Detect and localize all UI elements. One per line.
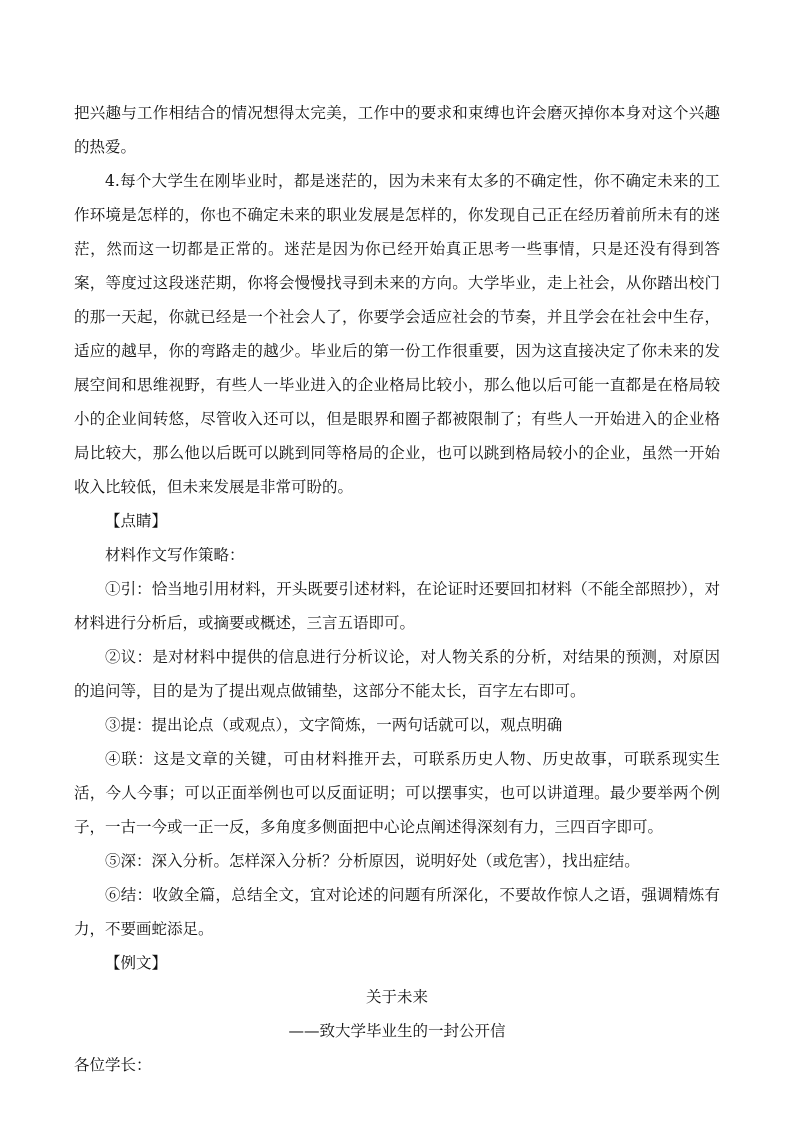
strategy-item-yi: ②议：是对材料中提供的信息进行分析议论，对人物关系的分析，对结果的预测，对原因的追问等，目的是为了提出观点做铺垫，这部分不能太长，百字左右即可。 — [74, 648, 720, 700]
strategy-item-lian: ④联：这是文章的关键，可由材料推开去，可联系历史人物、历史故事，可联系现实生活，今人今事；可以正面举例也可以反面证明；可以摆事实，也可以讲道理。最少要举两个例子，一古一今或一正一反，多角度多侧面把中心论点阐述得深刻有力，三四百字即可。 — [74, 750, 720, 836]
strategy-item-yin: ①引：恰当地引用材料，开头既要引述材料，在论证时还要回扣材料（不能全部照抄），对材料进行分析后，或摘要或概述，三言五语即可。 — [74, 580, 720, 632]
strategy-item-jie: ⑥结：收敛全篇，总结全文，宜对论述的问题有所深化，不要故作惊人之语，强调精炼有力，不要画蛇添足。 — [74, 886, 720, 938]
strategy-item-shen: ⑤深：深入分析。怎样深入分析？分析原因，说明好处（或危害），找出症结。 — [105, 852, 640, 870]
document-page — [74, 96, 720, 1082]
paragraph-point-4: 4.每个大学生在刚毕业时，都是迷茫的，因为未来有太多的不确定性，你不确定未来的工作环境是怎样的，你也不确定未来的职业发展是怎样的，你发现自己正在经历着前所未有的迷茫，然而这一切都是正常的。迷茫是因为你已经开始真正思考一些事情，只是还没有得到答案，等度过这段迷茫期，你将会慢慢找寻到未来的方向。大学毕业，走上社会，从你踏出校门的那一天起，你就已经是一个社会人了，你要学会适应社会的节奏，并且学会在社会中生存，适应的越早，你的弯路走的越少。毕业后的第一份工作很重要，因为这直接决定了你未来的发展空间和思维视野，有些人一毕业进入的企业格局比较小，那么他以后可能一直都是在格局较小的企业间转悠，尽管收入还可以，但是眼界和圈子都被限制了；有些人一开始进入的企业格局比较大，那么他以后既可以跳到同等格局的企业，也可以跳到格局较小的企业，虽然一开始收入比较低，但未来发展是非常可盼的。 — [74, 172, 720, 496]
section-heading-dianjing: 【点睛】 — [105, 512, 168, 530]
salutation: 各位学长： — [74, 1056, 152, 1074]
section-heading-liwen: 【例文】 — [105, 954, 168, 972]
strategy-intro: 材料作文写作策略： — [105, 546, 245, 564]
paragraph-continuation: 把兴趣与工作相结合的情况想得太完美，工作中的要求和束缚也许会磨灭掉你本身对这个兴趣的热爱。 — [74, 104, 720, 156]
strategy-item-ti: ③提：提出论点（或观点），文字简炼，一两句话就可以，观点明确 — [105, 716, 563, 734]
essay-title: 关于未来 — [365, 988, 428, 1006]
essay-subtitle: ——致大学毕业生的一封公开信 — [288, 1022, 506, 1040]
